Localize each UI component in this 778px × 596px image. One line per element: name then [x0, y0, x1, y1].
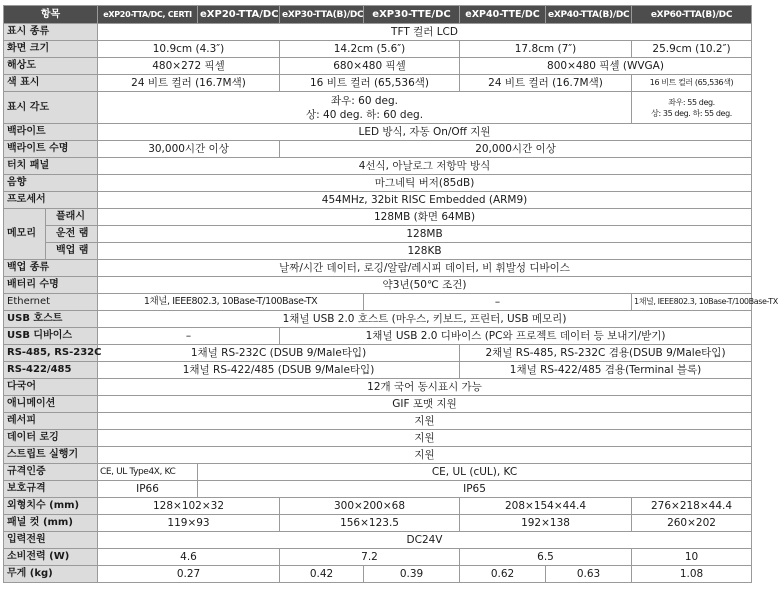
table-row — [4, 209, 752, 226]
table-row — [4, 464, 752, 481]
cell: 14.2cm (5.6″) — [280, 41, 460, 58]
row-label: 입력전원 — [4, 532, 98, 549]
cell: 6.5 — [460, 549, 632, 566]
table-row — [4, 549, 752, 566]
cell: – — [364, 294, 632, 311]
cell: 1.08 — [632, 566, 752, 583]
cell: 0.62 — [460, 566, 546, 583]
cell: 119×93 — [98, 515, 280, 532]
table-row — [4, 447, 752, 464]
cell: 2채널 RS-485, RS-232C 겸용(DSUB 9/Male타입) — [460, 345, 752, 362]
table-row — [4, 24, 752, 41]
row-sublabel: 백업 램 — [46, 243, 98, 260]
cell: 680×480 픽셀 — [280, 58, 460, 75]
table-row — [4, 311, 752, 328]
table-row — [4, 124, 752, 141]
table-row — [4, 413, 752, 430]
cell: 1채널, IEEE802.3, 10Base-T/100Base-TX — [98, 294, 364, 311]
cell: CE, UL Type4X, KC — [98, 464, 198, 481]
header-model: eXP40-TTE/DC — [460, 6, 546, 24]
table-row — [4, 92, 752, 124]
cell: 12개 국어 동시표시 가능 — [98, 379, 752, 396]
row-label: 표시 각도 — [4, 92, 98, 124]
row-label: 규격인증 — [4, 464, 98, 481]
row-label: 프로세서 — [4, 192, 98, 209]
table-row — [4, 192, 752, 209]
cell: 24 비트 컬러 (16.7M색) — [460, 75, 632, 92]
table-row — [4, 175, 752, 192]
cell-line: 상: 35 deg. 하: 55 deg. — [651, 108, 732, 118]
cell: GIF 포맷 지원 — [98, 396, 752, 413]
cell: 지원 — [98, 430, 752, 447]
cell: 128×102×32 — [98, 498, 280, 515]
row-label: RS-485, RS-232C — [4, 345, 98, 362]
row-label: 패널 컷 (mm) — [4, 515, 98, 532]
cell: 1채널 RS-422/485 (DSUB 9/Male타입) — [98, 362, 460, 379]
table-row — [4, 58, 752, 75]
header-model: eXP20-TTA/DC — [198, 6, 280, 24]
cell: 20,000시간 이상 — [280, 141, 752, 158]
cell: 128KB — [98, 243, 752, 260]
row-label: 레서피 — [4, 413, 98, 430]
cell: 208×154×44.4 — [460, 498, 632, 515]
cell: 1채널 USB 2.0 디바이스 (PC와 프로젝트 데이터 등 보내기/받기) — [280, 328, 752, 345]
cell: 192×138 — [460, 515, 632, 532]
table-row — [4, 328, 752, 345]
header-model: eXP30-TTA(B)/DC — [280, 6, 364, 24]
cell: 날짜/시간 데이터, 로깅/알람/레시피 데이터, 비 휘발성 디바이스 — [98, 260, 752, 277]
cell: 1채널 RS-422/485 겸용(Terminal 블록) — [460, 362, 752, 379]
cell — [98, 92, 632, 124]
row-label: RS-422/485 — [4, 362, 98, 379]
row-label: 백라이트 — [4, 124, 98, 141]
cell: 128MB (화면 64MB) — [98, 209, 752, 226]
table-row — [4, 294, 752, 311]
cell: 10.9cm (4.3″) — [98, 41, 280, 58]
table-row — [4, 158, 752, 175]
table-row — [4, 515, 752, 532]
table-row — [4, 277, 752, 294]
table-row — [4, 498, 752, 515]
cell: 300×200×68 — [280, 498, 460, 515]
cell: 25.9cm (10.2″) — [632, 41, 752, 58]
cell: 마그네틱 버저(85dB) — [98, 175, 752, 192]
row-label: 터치 패널 — [4, 158, 98, 175]
row-label: 보호규격 — [4, 481, 98, 498]
cell: 800×480 픽셀 (WVGA) — [460, 58, 752, 75]
row-label: USB 호스트 — [4, 311, 98, 328]
header-item: 항목 — [4, 6, 98, 24]
row-sublabel: 운전 램 — [46, 226, 98, 243]
cell: 7.2 — [280, 549, 460, 566]
row-label: 화면 크기 — [4, 41, 98, 58]
header-model: eXP30-TTE/DC — [364, 6, 460, 24]
table-row — [4, 75, 752, 92]
table-row — [4, 41, 752, 58]
cell: 1채널 RS-232C (DSUB 9/Male타입) — [98, 345, 460, 362]
cell: 지원 — [98, 413, 752, 430]
table-row — [4, 362, 752, 379]
cell: 0.27 — [98, 566, 280, 583]
cell: 10 — [632, 549, 752, 566]
row-label: 무게 (kg) — [4, 566, 98, 583]
table-row — [4, 141, 752, 158]
table-row — [4, 345, 752, 362]
table-row — [4, 430, 752, 447]
cell: CE, UL (cUL), KC — [198, 464, 752, 481]
cell: 16 비트 컬러 (65,536색) — [280, 75, 460, 92]
cell: 16 비트 컬러 (65,536색) — [632, 75, 752, 92]
table-row — [4, 566, 752, 583]
cell: 128MB — [98, 226, 752, 243]
cell: 지원 — [98, 447, 752, 464]
cell: 4.6 — [98, 549, 280, 566]
table-row — [4, 260, 752, 277]
cell-line: 상: 40 deg. 하: 60 deg. — [306, 108, 424, 121]
row-label: 애니메이션 — [4, 396, 98, 413]
cell: IP65 — [198, 481, 752, 498]
table-row — [4, 481, 752, 498]
row-label: 배터리 수명 — [4, 277, 98, 294]
cell: DC24V — [98, 532, 752, 549]
cell: LED 방식, 자동 On/Off 지원 — [98, 124, 752, 141]
cell: – — [98, 328, 280, 345]
cell: 30,000시간 이상 — [98, 141, 280, 158]
cell: 260×202 — [632, 515, 752, 532]
header-model: eXP40-TTA(B)/DC — [546, 6, 632, 24]
table-row — [4, 532, 752, 549]
table-row — [4, 226, 752, 243]
cell: 0.42 — [280, 566, 364, 583]
row-label: 음향 — [4, 175, 98, 192]
cell: 약3년(50℃ 조건) — [98, 277, 752, 294]
row-label: 해상도 — [4, 58, 98, 75]
cell: 1채널 USB 2.0 호스트 (마우스, 키보드, 프린터, USB 메모리) — [98, 311, 752, 328]
table-row — [4, 396, 752, 413]
row-label: 표시 종류 — [4, 24, 98, 41]
row-label: 스트립트 실행기 — [4, 447, 98, 464]
row-label: 색 표시 — [4, 75, 98, 92]
cell: 4선식, 아날로그 저항막 방식 — [98, 158, 752, 175]
row-label: 백업 종류 — [4, 260, 98, 277]
spec-table — [3, 5, 778, 583]
table-row — [4, 243, 752, 260]
cell: TFT 컬러 LCD — [98, 24, 752, 41]
row-label: 외형치수 (mm) — [4, 498, 98, 515]
cell-line: 좌우: 55 deg. — [668, 97, 715, 107]
row-label: 다국어 — [4, 379, 98, 396]
cell-line: 좌우: 60 deg. — [331, 94, 399, 107]
row-sublabel: 플래시 — [46, 209, 98, 226]
cell: 0.63 — [546, 566, 632, 583]
cell: 1채널, IEEE802.3, 10Base-T/100Base-TX — [632, 294, 752, 311]
cell: 24 비트 컬러 (16.7M색) — [98, 75, 280, 92]
row-label: Ethernet — [4, 294, 98, 311]
cell: 0.39 — [364, 566, 460, 583]
cell: 276×218×44.4 — [632, 498, 752, 515]
table-row — [4, 379, 752, 396]
cell — [632, 92, 752, 124]
header-model: eXP20-TTA/DC, CERTI — [98, 6, 198, 24]
header-row — [4, 6, 752, 24]
cell: 17.8cm (7″) — [460, 41, 632, 58]
row-label: 데이터 로깅 — [4, 430, 98, 447]
cell: 454MHz, 32bit RISC Embedded (ARM9) — [98, 192, 752, 209]
row-label: 백라이트 수명 — [4, 141, 98, 158]
cell: IP66 — [98, 481, 198, 498]
row-label: 소비전력 (W) — [4, 549, 98, 566]
cell: 480×272 픽셀 — [98, 58, 280, 75]
row-label: USB 디바이스 — [4, 328, 98, 345]
row-label-memory: 메모리 — [4, 209, 46, 260]
header-model: eXP60-TTA(B)/DC — [632, 6, 752, 24]
cell: 156×123.5 — [280, 515, 460, 532]
spec-table-container — [3, 5, 778, 583]
